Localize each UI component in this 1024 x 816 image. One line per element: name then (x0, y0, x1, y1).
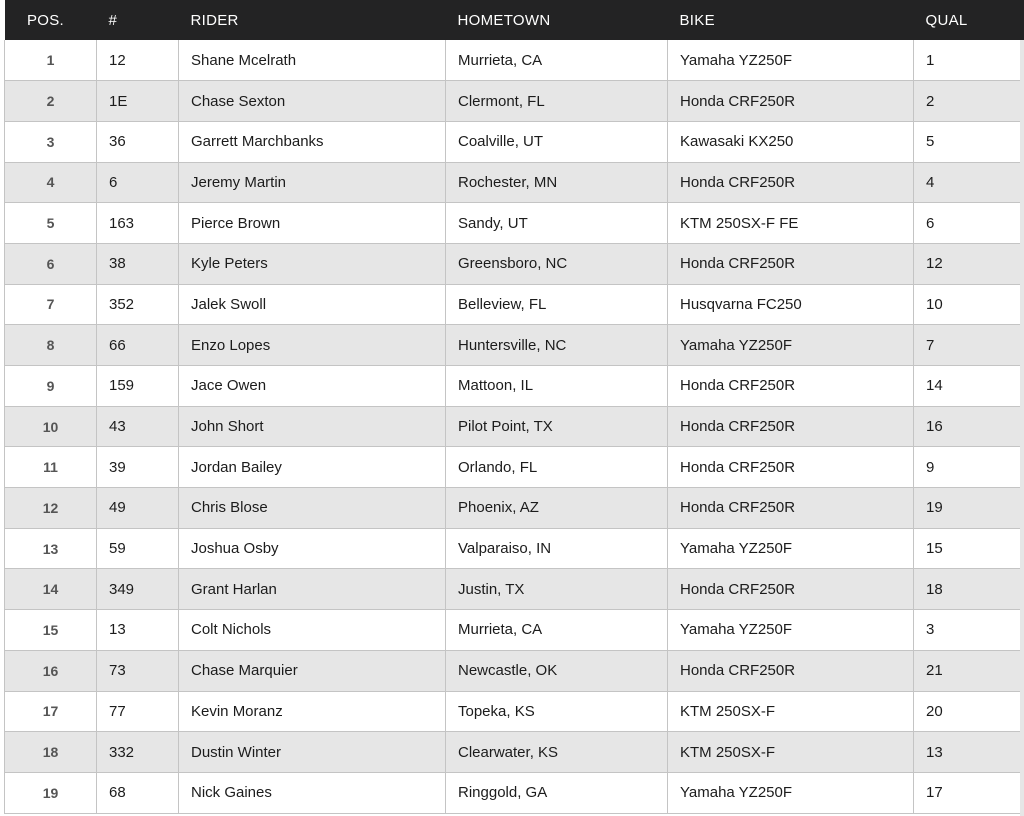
cell-rider: Jordan Bailey (179, 447, 446, 488)
cell-number: 12 (97, 40, 179, 81)
cell-bike: Honda CRF250R (668, 243, 914, 284)
cell-rider: Pierce Brown (179, 203, 446, 244)
cell-qual: 2 (914, 81, 1024, 122)
cell-bike: KTM 250SX-F (668, 732, 914, 773)
cell-number: 43 (97, 406, 179, 447)
cell-number: 38 (97, 243, 179, 284)
table-row (5, 528, 1024, 569)
cell-hometown: Belleview, FL (446, 284, 668, 325)
cell-qual: 17 (914, 772, 1024, 813)
cell-rider: Chase Sexton (179, 81, 446, 122)
cell-pos: 19 (5, 772, 97, 813)
cell-hometown: Murrieta, CA (446, 610, 668, 651)
cell-bike: Kawasaki KX250 (668, 121, 914, 162)
cell-qual: 14 (914, 366, 1024, 407)
cell-rider: Grant Harlan (179, 569, 446, 610)
table-row (5, 650, 1024, 691)
table-row (5, 610, 1024, 651)
cell-rider: Garrett Marchbanks (179, 121, 446, 162)
cell-hometown: Valparaiso, IN (446, 528, 668, 569)
table-row (5, 406, 1024, 447)
cell-qual: 3 (914, 610, 1024, 651)
cell-number: 39 (97, 447, 179, 488)
cell-hometown: Sandy, UT (446, 203, 668, 244)
cell-number: 159 (97, 366, 179, 407)
cell-bike: Honda CRF250R (668, 366, 914, 407)
scroll-edge (1020, 40, 1024, 816)
cell-hometown: Pilot Point, TX (446, 406, 668, 447)
cell-pos: 18 (5, 732, 97, 773)
cell-number: 349 (97, 569, 179, 610)
cell-qual: 18 (914, 569, 1024, 610)
race-results-table (4, 0, 1024, 814)
cell-bike: Honda CRF250R (668, 488, 914, 529)
table-row (5, 488, 1024, 529)
cell-rider: Chase Marquier (179, 650, 446, 691)
cell-bike: Husqvarna FC250 (668, 284, 914, 325)
cell-number: 6 (97, 162, 179, 203)
cell-rider: Kyle Peters (179, 243, 446, 284)
cell-bike: Yamaha YZ250F (668, 528, 914, 569)
cell-pos: 14 (5, 569, 97, 610)
cell-number: 36 (97, 121, 179, 162)
table-row (5, 81, 1024, 122)
cell-number: 332 (97, 732, 179, 773)
cell-bike: KTM 250SX-F FE (668, 203, 914, 244)
cell-qual: 20 (914, 691, 1024, 732)
cell-hometown: Newcastle, OK (446, 650, 668, 691)
column-header-hometown[interactable]: HOMETOWN (457, 11, 551, 29)
cell-qual: 10 (914, 284, 1024, 325)
cell-number: 163 (97, 203, 179, 244)
cell-number: 73 (97, 650, 179, 691)
cell-qual: 16 (914, 406, 1024, 447)
cell-pos: 16 (5, 650, 97, 691)
column-header-pos[interactable]: POS. (26, 11, 65, 29)
cell-rider: Shane Mcelrath (179, 40, 446, 81)
cell-hometown: Ringgold, GA (446, 772, 668, 813)
cell-rider: Jeremy Martin (179, 162, 446, 203)
cell-number: 49 (97, 488, 179, 529)
cell-pos: 6 (5, 243, 97, 284)
cell-number: 1E (97, 81, 179, 122)
cell-bike: Honda CRF250R (668, 162, 914, 203)
cell-pos: 8 (5, 325, 97, 366)
cell-hometown: Phoenix, AZ (446, 488, 668, 529)
cell-qual: 19 (914, 488, 1024, 529)
table-row (5, 447, 1024, 488)
cell-rider: Colt Nichols (179, 610, 446, 651)
table-row (5, 203, 1024, 244)
cell-hometown: Clermont, FL (446, 81, 668, 122)
cell-hometown: Topeka, KS (446, 691, 668, 732)
table-row (5, 243, 1024, 284)
cell-bike: Honda CRF250R (668, 569, 914, 610)
cell-number: 13 (97, 610, 179, 651)
cell-pos: 12 (5, 488, 97, 529)
cell-bike: Honda CRF250R (668, 650, 914, 691)
cell-rider: John Short (179, 406, 446, 447)
cell-hometown: Clearwater, KS (446, 732, 668, 773)
header-row (5, 0, 1024, 40)
cell-pos: 10 (5, 406, 97, 447)
cell-pos: 13 (5, 528, 97, 569)
table-row (5, 284, 1024, 325)
table-row (5, 772, 1024, 813)
table-row (5, 162, 1024, 203)
cell-pos: 3 (5, 121, 97, 162)
cell-bike: Honda CRF250R (668, 406, 914, 447)
table-row (5, 366, 1024, 407)
cell-pos: 2 (5, 81, 97, 122)
cell-pos: 11 (5, 447, 97, 488)
cell-number: 59 (97, 528, 179, 569)
cell-qual: 21 (914, 650, 1024, 691)
cell-hometown: Coalville, UT (446, 121, 668, 162)
cell-rider: Dustin Winter (179, 732, 446, 773)
cell-qual: 5 (914, 121, 1024, 162)
cell-pos: 7 (5, 284, 97, 325)
table-row (5, 325, 1024, 366)
cell-rider: Chris Blose (179, 488, 446, 529)
cell-bike: Yamaha YZ250F (668, 325, 914, 366)
cell-pos: 15 (5, 610, 97, 651)
cell-rider: Joshua Osby (179, 528, 446, 569)
table-row (5, 121, 1024, 162)
cell-hometown: Mattoon, IL (446, 366, 668, 407)
cell-hometown: Huntersville, NC (446, 325, 668, 366)
cell-bike: KTM 250SX-F (668, 691, 914, 732)
cell-bike: Honda CRF250R (668, 81, 914, 122)
cell-qual: 6 (914, 203, 1024, 244)
cell-number: 77 (97, 691, 179, 732)
cell-bike: Yamaha YZ250F (668, 40, 914, 81)
cell-qual: 9 (914, 447, 1024, 488)
cell-pos: 9 (5, 366, 97, 407)
table-header (5, 0, 1024, 40)
cell-bike: Honda CRF250R (668, 447, 914, 488)
cell-hometown: Murrieta, CA (446, 40, 668, 81)
cell-qual: 1 (914, 40, 1024, 81)
table-row (5, 691, 1024, 732)
cell-pos: 5 (5, 203, 97, 244)
cell-number: 68 (97, 772, 179, 813)
cell-rider: Nick Gaines (179, 772, 446, 813)
cell-qual: 12 (914, 243, 1024, 284)
cell-rider: Jace Owen (179, 366, 446, 407)
cell-number: 352 (97, 284, 179, 325)
table-body (5, 40, 1024, 813)
cell-rider: Kevin Moranz (179, 691, 446, 732)
cell-qual: 7 (914, 325, 1024, 366)
cell-rider: Jalek Swoll (179, 284, 446, 325)
cell-number: 66 (97, 325, 179, 366)
table-row (5, 40, 1024, 81)
table-row (5, 732, 1024, 773)
cell-hometown: Rochester, MN (446, 162, 668, 203)
cell-hometown: Greensboro, NC (446, 243, 668, 284)
cell-rider: Enzo Lopes (179, 325, 446, 366)
column-header-rider[interactable]: RIDER (190, 11, 239, 29)
cell-bike: Yamaha YZ250F (668, 772, 914, 813)
cell-pos: 4 (5, 162, 97, 203)
cell-qual: 4 (914, 162, 1024, 203)
cell-bike: Yamaha YZ250F (668, 610, 914, 651)
cell-hometown: Orlando, FL (446, 447, 668, 488)
column-header-bike[interactable]: BIKE (679, 11, 715, 29)
table-row (5, 569, 1024, 610)
cell-pos: 17 (5, 691, 97, 732)
cell-qual: 15 (914, 528, 1024, 569)
column-header-qual[interactable]: QUAL (925, 11, 968, 29)
cell-pos: 1 (5, 40, 97, 81)
cell-hometown: Justin, TX (446, 569, 668, 610)
column-header-number[interactable]: # (108, 11, 118, 29)
cell-qual: 13 (914, 732, 1024, 773)
